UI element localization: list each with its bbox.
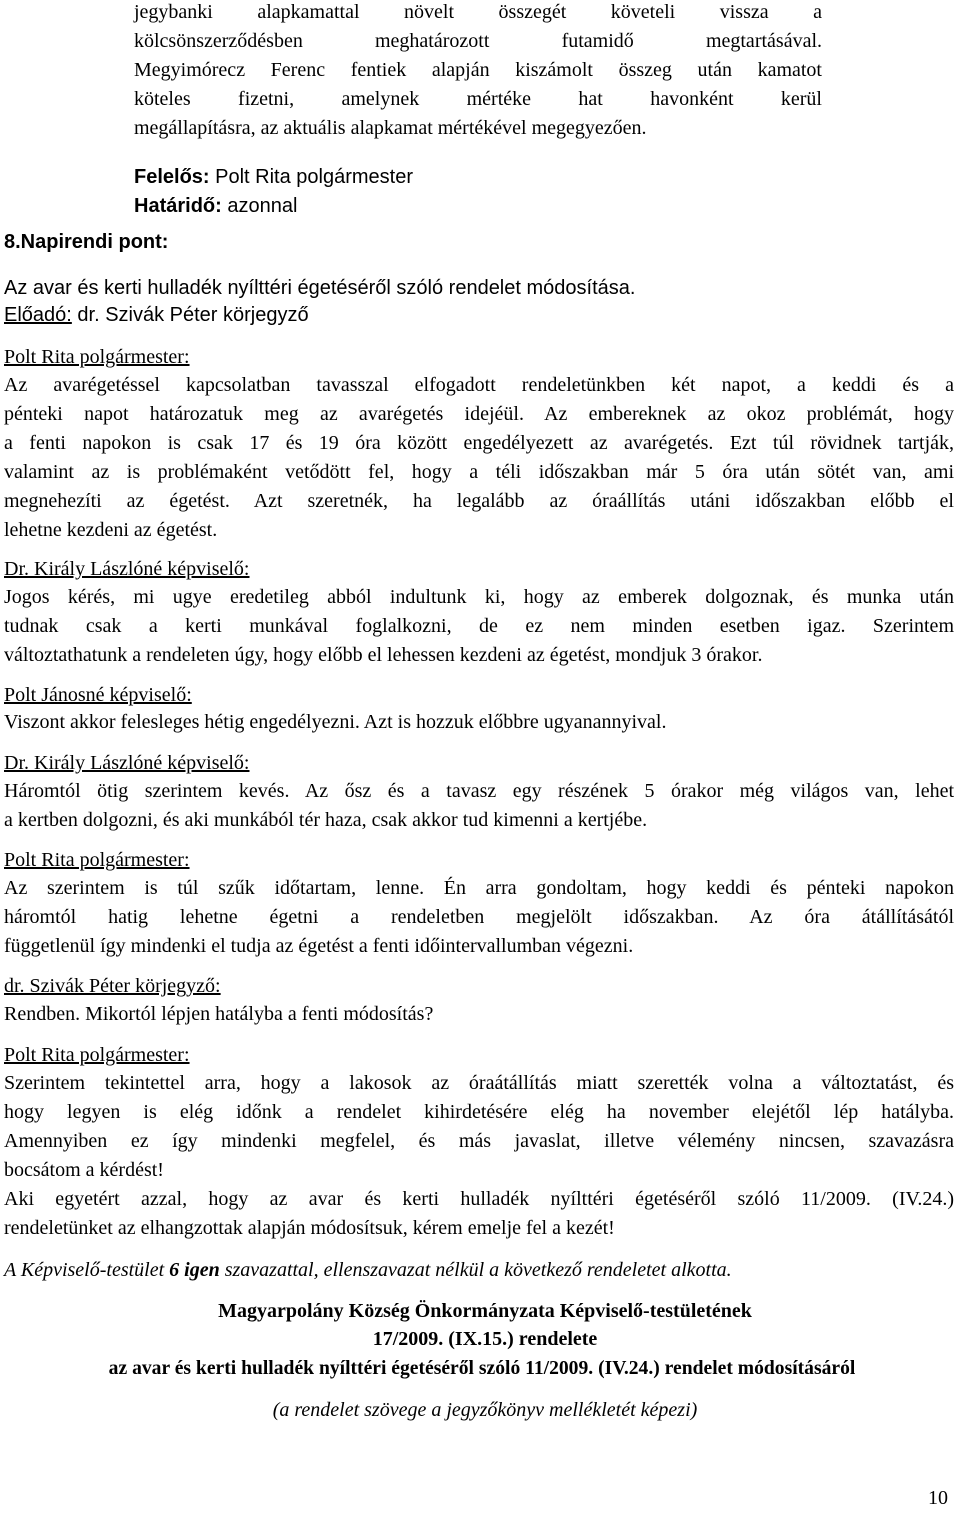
speech-line: Háromtól ötig szerintem kevés. Az ősz és a tavasz egy részének 5 órakor még világos van, lehet [4,780,954,802]
speech-text [4,1000,954,1029]
decree-line-1: Magyarpolány Község Önkormányzata Képviselő-testületének [218,1300,752,1322]
presenter-value: dr. Szivák Péter körjegyző [77,304,309,326]
deadline-label: Határidő: [134,195,222,217]
speech-line: Jogos kérés, mi ugye eredetileg abból indultunk ki, hogy az emberek dolgoznak, és munka után [4,586,954,608]
vote-result [4,1256,732,1285]
presenter-label: Előadó: [4,304,72,326]
speech-line: tudnak csak a kerti munkával foglalkozni, de ez nem minden esetben igaz. Szerintem [4,615,954,637]
speech-line: Amennyiben ez így mindenki megfelel, és más javaslat, illetve vélemény nincsen, szavazásra [4,1130,954,1152]
speaker-name: Polt Rita polgármester: [4,346,190,368]
agenda-label: 8.Napirendi pont: [4,231,169,253]
speech-line: változtathatunk a rendeleten úgy, hogy előbb el lehessen kezdeni az égetést, mondjuk 3 órakor. [4,644,763,666]
responsible-value: Polt Rita polgármester [215,166,414,188]
speech-line: lehetne kezdeni az égetést. [4,519,218,541]
agenda-title: Az avar és kerti hulladék nyílttéri égetéséről szóló rendelet módosítása. [4,277,636,299]
speech-line: háromtól hatig lehetne égetni a rendeletben megjelölt időszakban. Az óra átállításától [4,906,954,928]
page-number: 10 [928,1487,948,1509]
speech-text [4,583,954,670]
intro-line: kölcsönszerződésben meghatározott futamidő megtartásával. [134,30,822,52]
responsible-label: Felelős: [134,166,210,188]
intro-line: jegybanki alapkamattal növelt összegét követeli vissza a [134,1,822,23]
speech-text [4,874,954,961]
decree-line-2: 17/2009. (IX.15.) rendelete [372,1328,598,1350]
deadline-value: azonnal [227,195,298,217]
vote-after: szavazattal, ellenszavazat nélkül a következő rendeletet alkotta. [219,1259,732,1281]
speech-line: Viszont akkor felesleges hétig engedélyezni. Azt is hozzuk előbbre ugyanannyival. [4,711,667,733]
speech-line: valamint az is problémaként vetődött fel, hogy a téli időszakban már 5 óra után sötét van, ami [4,461,954,483]
decree-note: (a rendelet szövege a jegyzőkönyv mellékletét képezi) [272,1399,698,1421]
vote-count: 6 igen [169,1259,220,1281]
speech-line: a kertben dolgozni, és aki munkából tér haza, csak akkor tud kimenni a kertjébe. [4,809,648,831]
speaker-name: Polt Rita polgármester: [4,1044,190,1066]
decree-line-3: az avar és kerti hulladék nyílttéri égetéséről szóló 11/2009. (IV.24.) rendelet módosításáról [108,1358,856,1379]
deadline-line [134,192,297,221]
intro-paragraph [134,0,822,143]
speaker-name: Polt Jánosné képviselő: [4,684,192,706]
speaker-name: Dr. Király Lászlóné képviselő: [4,558,250,580]
speech-line: pénteki napot határozatuk meg az avarégetés idejéül. Az embereknek az okoz problémát, hogy [4,403,954,425]
speech-line: függetlenül így mindenki el tudja az égetést a fenti időintervallumban végezni. [4,935,634,957]
speech-text [4,708,954,737]
agenda-presenter [4,301,309,330]
speech-line: Rendben. Mikortól lépjen hatályba a fenti módosítás? [4,1003,434,1025]
speech-line: bocsátom a kérdést! [4,1159,164,1181]
intro-line: megállapításra, az aktuális alapkamat mértékével megegyezően. [134,117,647,139]
intro-line: Megyimórecz Ferenc fentiek alapján kiszámolt összeg után kamatot [134,59,822,81]
speech-line: rendeletünket az elhangzottak alapján módosítsuk, kérem emelje fel a kezét! [4,1217,615,1239]
speech-line: Az szerintem is túl szűk időtartam, lenne. Én arra gondoltam, hogy keddi és pénteki napokon [4,877,954,899]
speech-line: megnehezíti az égetést. Azt szeretnék, ha legalább az óraállítás utáni időszakban előbb el [4,490,954,512]
intro-line: köteles fizetni, amelynek mértéke hat havonként kerül [134,88,822,110]
speech-line: Aki egyetért azzal, hogy az avar és kerti hulladék nyílttéri égetéséről szóló 11/2009. (IV.24.) [4,1188,954,1210]
speech-text [4,371,954,545]
speech-text [4,777,954,835]
speech-line: hogy legyen is elég időnk a rendelet kihirdetésére elég ha november elejétől lép hatályba. [4,1101,954,1123]
speaker-name: Dr. Király Lászlóné képviselő: [4,752,250,774]
speech-line: Szerintem tekintettel arra, hogy a lakosok az óraátállítás miatt szerették volna a változtatást, és [4,1072,954,1094]
responsible-line [134,163,413,192]
vote-before: A Képviselő-testület [4,1259,170,1281]
speaker-name: dr. Szivák Péter körjegyző: [4,975,221,997]
speech-text [4,1069,954,1243]
speaker-name: Polt Rita polgármester: [4,849,190,871]
speech-line: a fenti napokon is csak 17 és 19 óra között engedélyezett az avarégetés. Ezt túl rövidnek tartják, [4,432,954,454]
speech-line: Az avarégetéssel kapcsolatban tavasszal elfogadott rendeletünkben két napot, a keddi és a [4,374,954,396]
